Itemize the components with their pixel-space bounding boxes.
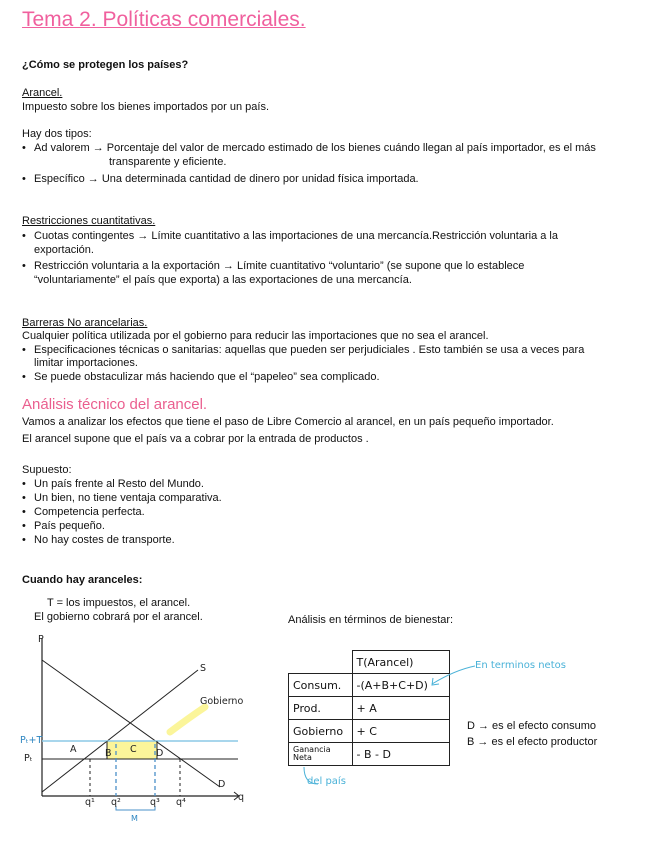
arancel-heading: Arancel. — [22, 87, 63, 99]
types-intro: Hay dos tipos: — [22, 128, 92, 140]
row-label: Consum. — [289, 674, 353, 697]
bullet-dot: • — [22, 534, 26, 546]
especifico-line: Específico → Una determinada cantidad de dinero por unidad física importada. — [34, 173, 419, 185]
b-effect: B → es el efecto productor — [467, 736, 598, 748]
analisis-heading: Análisis técnico del arancel. — [22, 396, 208, 413]
q-axis-label: q — [238, 792, 245, 803]
q3-label: q³ — [150, 797, 160, 808]
del-pais-note: del país — [307, 776, 346, 787]
barreras-heading: Barreras No arancelarias. — [22, 317, 148, 329]
area-b-label: B — [105, 748, 112, 759]
analisis-line2: El arancel supone que el país va a cobrar por la entrada de productos . — [22, 433, 369, 445]
gobierno-label: Gobierno — [200, 696, 244, 707]
d-effect: D → es el efecto consumo — [467, 720, 597, 732]
gobierno-cobra: El gobierno cobrará por el arancel. — [34, 611, 203, 623]
bullet-dot: • — [22, 230, 26, 242]
restricciones-heading: Restricciones cuantitativas. — [22, 215, 156, 227]
note-arrow — [430, 660, 480, 690]
supuesto-title: Supuesto: — [22, 464, 72, 476]
rve-line1: Restricción voluntaria a la exportación → Límite cuantitativo “voluntario” (se supone que lo establece — [34, 260, 525, 272]
bullet-dot: • — [22, 520, 26, 532]
row-value: - B - D — [352, 743, 449, 766]
row-value: + C — [352, 720, 449, 743]
table-header: T(Arancel) — [352, 651, 449, 674]
row-label: Gobierno — [289, 720, 353, 743]
row-value: -(A+B+C+D) — [352, 674, 449, 697]
pt-label: Pₜ — [24, 753, 33, 764]
cuando-heading: Cuando hay aranceles: — [22, 574, 143, 586]
analisis-line1: Vamos a analizar los efectos que tiene el paso de Libre Comercio al arancel, en un país pequeño importador. — [22, 416, 554, 428]
table-row — [289, 720, 450, 743]
welfare-table — [288, 650, 450, 766]
pt-plus-t-label: Pₜ+T — [20, 735, 43, 746]
bullet-dot: • — [22, 492, 26, 504]
bullet-dot: • — [22, 344, 26, 356]
area-d-label: D — [156, 748, 164, 759]
supuesto-item: Un bien, no tiene ventaja comparativa. — [34, 492, 222, 504]
terminos-netos-note: En terminos netos — [475, 660, 566, 671]
cuotas-line2: exportación. — [34, 244, 94, 256]
gobierno-highlight — [170, 707, 205, 732]
row-label: Ganancia Neta — [289, 743, 353, 766]
tariff-graph — [20, 632, 260, 832]
m-label: M — [131, 814, 138, 823]
bullet-dot: • — [22, 142, 26, 154]
bullet-dot: • — [22, 506, 26, 518]
table-row — [289, 674, 450, 697]
bullet-dot: • — [22, 371, 26, 383]
bullet-dot: • — [22, 260, 26, 272]
cuotas-line1: Cuotas contingentes → Límite cuantitativo a las importaciones de una mercancía.Restricción voluntaria a la — [34, 230, 558, 242]
q2-label: q² — [111, 797, 121, 808]
supuesto-item: Un país frente al Resto del Mundo. — [34, 478, 204, 490]
especificaciones-line1: Especificaciones técnicas o sanitarias: aquellas que pueden ser perjudiciales . Esto también se usa a veces para — [34, 344, 585, 356]
bullet-dot: • — [22, 478, 26, 490]
bullet-dot: • — [22, 173, 26, 185]
d-curve-label: D — [218, 779, 226, 790]
supuesto-item: Competencia perfecta. — [34, 506, 145, 518]
ad-valorem-line1: Ad valorem → Porcentaje del valor de mercado estimado de los bienes cuándo llegan al país importador, es el más — [34, 142, 596, 154]
row-value: + A — [352, 697, 449, 720]
rve-line2: “voluntariamente” el país que exporta) a las exportaciones de una mercancía. — [34, 274, 412, 286]
demand-curve — [42, 660, 220, 787]
q4-label: q⁴ — [176, 797, 186, 808]
t-definition: T = los impuestos, el arancel. — [47, 597, 191, 609]
q1-label: q¹ — [85, 797, 95, 808]
table-row — [289, 743, 450, 766]
p-axis-label: P — [38, 634, 44, 645]
supuesto-item: No hay costes de transporte. — [34, 534, 175, 546]
supuesto-item: País pequeño. — [34, 520, 105, 532]
papeleo-line: Se puede obstaculizar más haciendo que el “papeleo” sea complicado. — [34, 371, 380, 383]
area-c-label: C — [130, 744, 137, 755]
especificaciones-line2: limitar importaciones. — [34, 357, 138, 369]
page-title: Tema 2. Políticas comerciales. — [22, 8, 306, 31]
protection-question: ¿Cómo se protegen los países? — [22, 59, 189, 71]
area-a-label: A — [70, 744, 77, 755]
ad-valorem-line2: transparente y eficiente. — [109, 156, 227, 168]
barreras-desc: Cualquier política utilizada por el gobierno para reducir las importaciones que no sea el arancel. — [22, 330, 489, 342]
table-row — [289, 697, 450, 720]
arancel-desc: Impuesto sobre los bienes importados por un país. — [22, 101, 270, 113]
row-label: Prod. — [289, 697, 353, 720]
s-curve-label: S — [200, 663, 207, 674]
bienestar-label: Análisis en términos de bienestar: — [288, 614, 454, 626]
